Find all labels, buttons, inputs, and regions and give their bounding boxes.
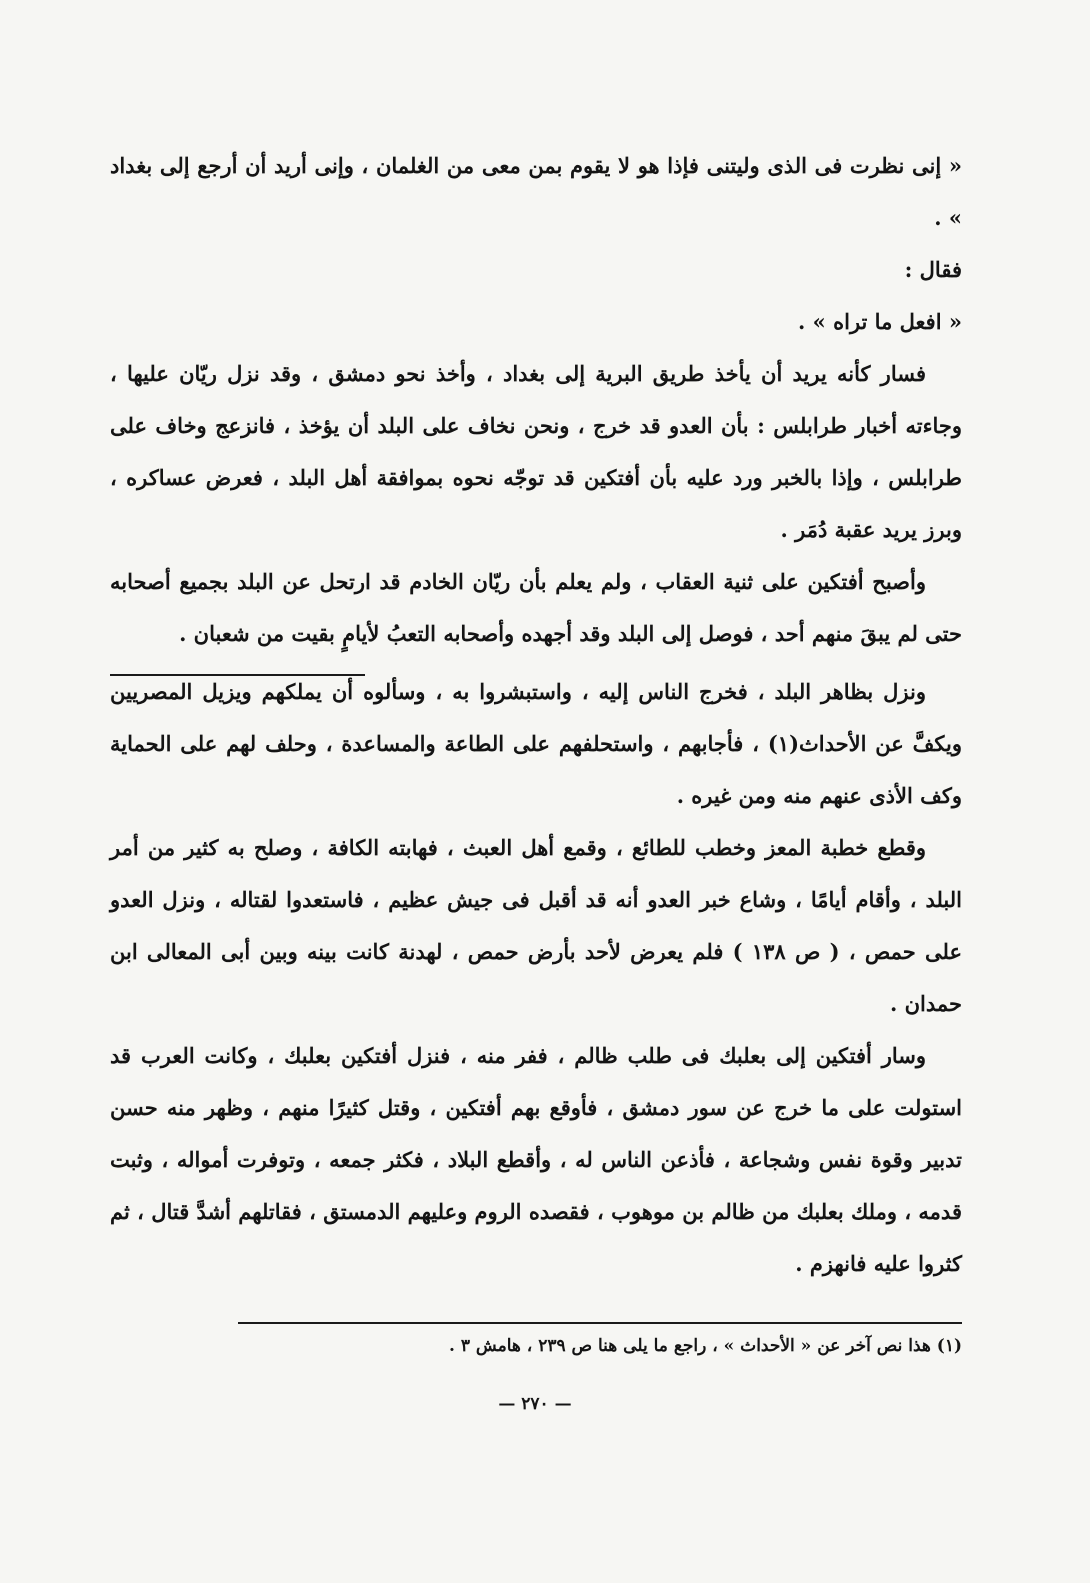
paragraph-settled: ونزل بظاهر البلد ، فخرج الناس إليه ، واستبشروا به ، وسألوه أن يملكهم ويزيل المصريين ويكفَّ عن الأحداث(١) ، فأجابهم ، واستحلفهم على الطاعة والمساعدة ، وحلف لهم على الحماية وكف الأذى عنهم منه ومن غيره . bbox=[110, 679, 962, 808]
paragraph-quote-1: « إنى نظرت فى الذى وليتنى فإذا هو لا يقوم بمن معى من الغلمان ، وإنى أريد أن أرجع إلى بغداد » . bbox=[110, 153, 962, 230]
page-number: — ٢٧٠ — bbox=[498, 1394, 572, 1414]
paragraph-march: فسار كأنه يريد أن يأخذ طريق البرية إلى بغداد ، وأخذ نحو دمشق ، وقد نزل ريّان عليها ، وجاءته أخبار طرابلس : بأن العدو قد خرج ، ونحن نخاف على البلد أن يؤخذ ، فانزعج وخاف على طرابلس ، وإذا بالخبر ورد عليه بأن أفتكين قد توجّه نحوه بموافقة أهل البلد ، فعرض عساكره ، وبرز يريد عقبة دُمَر . bbox=[110, 361, 963, 542]
footnote: (١) هذا نص آخر عن « الأحداث » ، راجع ما يلى هنا ص ٢٣٩ ، هامش ٣ . bbox=[449, 1336, 962, 1356]
section-divider-rule bbox=[110, 674, 365, 676]
paragraph-baalbek: وسار أفتكين إلى بعلبك فى طلب ظالم ، ففر منه ، فنزل أفتكين بعلبك ، وكانت العرب قد استولت على ما خرج عن سور دمشق ، فأوقع بهم أفتكين ، وقتل كثيرًا منهم ، وظهر منه حسن تدبير وقوة نفس وشجاعة ، فأذعن الناس له ، وأقطع البلاد ، فكثر جمعه ، وتوفرت أمواله ، وثبت قدمه ، وملك بعلبك من ظالم بن موهوب ، فقصده الروم وعليهم الدمستق ، فقاتلهم أشدَّ قتال ، ثم كثروا عليه فانهزم . bbox=[109, 1043, 962, 1276]
body-text bbox=[110, 140, 962, 1290]
paragraph-aftakin-morning: وأصبح أفتكين على ثنية العقاب ، ولم يعلم بأن ريّان الخادم قد ارتحل عن البلد بجميع أصحابه حتى لم يبقَ منهم أحد ، فوصل إلى البلد وقد أجهده وأصحابه التعبُ لأيامٍ بقيت من شعبان . bbox=[110, 569, 962, 646]
paragraph-said: فقال : bbox=[904, 257, 962, 282]
paragraph-quote-2: « افعل ما تراه » . bbox=[798, 309, 962, 334]
footnote-rule bbox=[238, 1322, 962, 1324]
paragraph-khutba: وقطع خطبة المعز وخطب للطائع ، وقمع أهل العبث ، فهابته الكافة ، وصلح به كثير من أمر البلد ، وأقام أيامًا ، وشاع خبر العدو أنه قد أقبل فى جيش عظيم ، فاستعدوا لقتاله ، ونزل العدو على حمص ، ( ص ١٣٨ ) فلم يعرض لأحد بأرض حمص ، لهدنة كانت بينه وبين أبى المعالى ابن حمدان . bbox=[110, 835, 962, 1016]
